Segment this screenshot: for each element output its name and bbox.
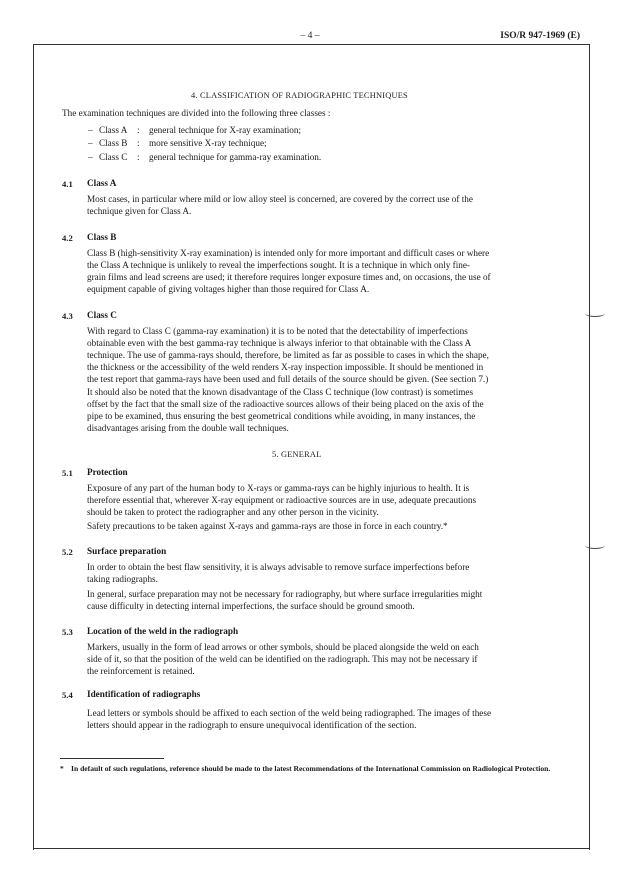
class-list-colon: : [137,138,140,148]
section-4-heading: 4. CLASSIFICATION OF RADIOGRAPHIC TECHNIQUES [191,91,408,100]
subsection-title: Protection [87,467,128,477]
paragraph-line: obtainable even with the best gamma-ray technique is always inferior to that obtainable with the Class A [87,338,472,348]
class-list-name: Class C [99,152,128,162]
class-list-dash: – [88,152,93,162]
margin-mark [585,542,605,549]
class-list-name: Class B [99,138,128,148]
paragraph-line: offset by the fact that the small size of the radioactive sources allows of their being placed on the axis of the [87,399,484,409]
paragraph-line: In order to obtain the best flaw sensitivity, it is always advisable to remove surface imperfections before [87,562,470,572]
paragraph-line: Lead letters or symbols should be affixed to each section of the weld being radiographed. The images of these [87,708,492,718]
class-list-dash: – [88,125,93,135]
paragraph-line: technique given for Class A. [87,206,192,216]
subsection-title: Class A [87,178,117,188]
paragraph-line: Most cases, in particular where mild or low alloy steel is concerned, are covered by the correct use of the [87,194,473,204]
paragraph-line: In general, surface preparation may not be necessary for radiography, but where surface irregularities might [87,589,483,599]
paragraph-line: It should also be noted that the known disadvantage of the Class C technique (low contrast) is sometimes [87,387,474,397]
class-list-desc: general technique for X-ray examination; [149,125,302,135]
subsection-title: Surface preparation [87,546,167,556]
class-list-name: Class A [99,125,128,135]
document-reference: ISO/R 947-1969 (E) [500,31,580,41]
class-list-desc: general technique for gamma-ray examination. [149,152,322,162]
paragraph-line: therefore essential that, wherever X-ray equipment or radioactive sources are in use, adequate precautions [87,495,477,505]
paragraph-line: the test report that gamma-rays have been used and full details of the source should be given. (See section 7.) [87,374,489,384]
subsection-title: Class C [87,310,117,320]
paragraph-line: letters should appear in the radiograph to ensure unequivocal identification of the section. [87,720,417,730]
page-number: – 4 – [300,31,320,41]
subsection-number: 5.3 [62,627,73,637]
section-4-intro: The examination techniques are divided into the following three classes : [62,108,331,118]
subsection-number: 5.2 [62,547,73,557]
subsection-number: 5.1 [62,468,73,478]
footnote-rule [60,758,164,759]
class-list-colon: : [137,125,140,135]
margin-mark [585,310,605,317]
subsection-title: Class B [87,232,117,242]
footnote-mark: * [60,764,64,773]
paragraph-line: grain films and lead screens are used; it therefore requires longer exposure times and, on occasions, the use of [87,272,491,282]
paragraph-line: Exposure of any part of the human body to X-rays or gamma-rays can be highly injurious to health. It is [87,483,470,493]
class-list-desc: more sensitive X-ray technique; [149,138,267,148]
paragraph-line: equipment capable of giving voltages higher than those required for Class A. [87,284,370,294]
paragraph-line: taking radiographs. [87,574,158,584]
paragraph-line: Class B (high-sensitivity X-ray examination) is intended only for more important and difficult cases or where [87,248,490,258]
paragraph-line: cause difficulty in detecting internal imperfections, the surface should be ground smooth. [87,601,415,611]
paragraph-line: Safety precautions to be taken against X-rays and gamma-rays are those in force in each country.* [87,521,448,531]
paragraph-line: the reinforcement is retained. [87,666,195,676]
subsection-title: Location of the weld in the radiograph [87,626,239,636]
subsection-number: 4.1 [62,179,73,189]
paragraph-line: side of it, so that the position of the weld can be identified on the radiograph. This may not be necessary if [87,654,478,664]
page-header [36,31,584,45]
subsection-number: 4.3 [62,311,73,321]
paragraph-line: Markers, usually in the form of lead arrows or other symbols, should be placed alongside the weld on each [87,642,479,652]
subsection-title: Identification of radiographs [87,689,201,699]
class-list-dash: – [88,138,93,148]
paragraph-line: disadvantages arising from the double wall techniques. [87,423,289,433]
subsection-number: 5.4 [62,690,73,700]
subsection-number: 4.2 [62,233,73,243]
paragraph-line: technique. The use of gamma-rays should, therefore, be limited as far as possible to cases in which the shape, [87,350,489,360]
paragraph-line: the Class A technique is unlikely to reveal the imperfections sought. It is a technique in which only fine- [87,260,470,270]
footnote-text: In default of such regulations, reference should be made to the latest Recommendations of the International Commission on Radiological Protection. [71,764,551,773]
paragraph-line: should be taken to protect the radiographer and any other person in the vicinity. [87,507,379,517]
paragraph-line: pipe to be examined, thus ensuring the best geometrical conditions while avoiding, in many instances, the [87,411,476,421]
section-5-heading: 5. GENERAL [272,450,322,459]
paragraph-line: the thickness or the accessibility of the weld renders X-ray inspection impossible. It should be mentioned in [87,362,484,372]
page-frame-bottom [33,848,589,849]
class-list-colon: : [137,152,140,162]
paragraph-line: With regard to Class C (gamma-ray examination) it is to be noted that the detectability of imperfections [87,326,468,336]
